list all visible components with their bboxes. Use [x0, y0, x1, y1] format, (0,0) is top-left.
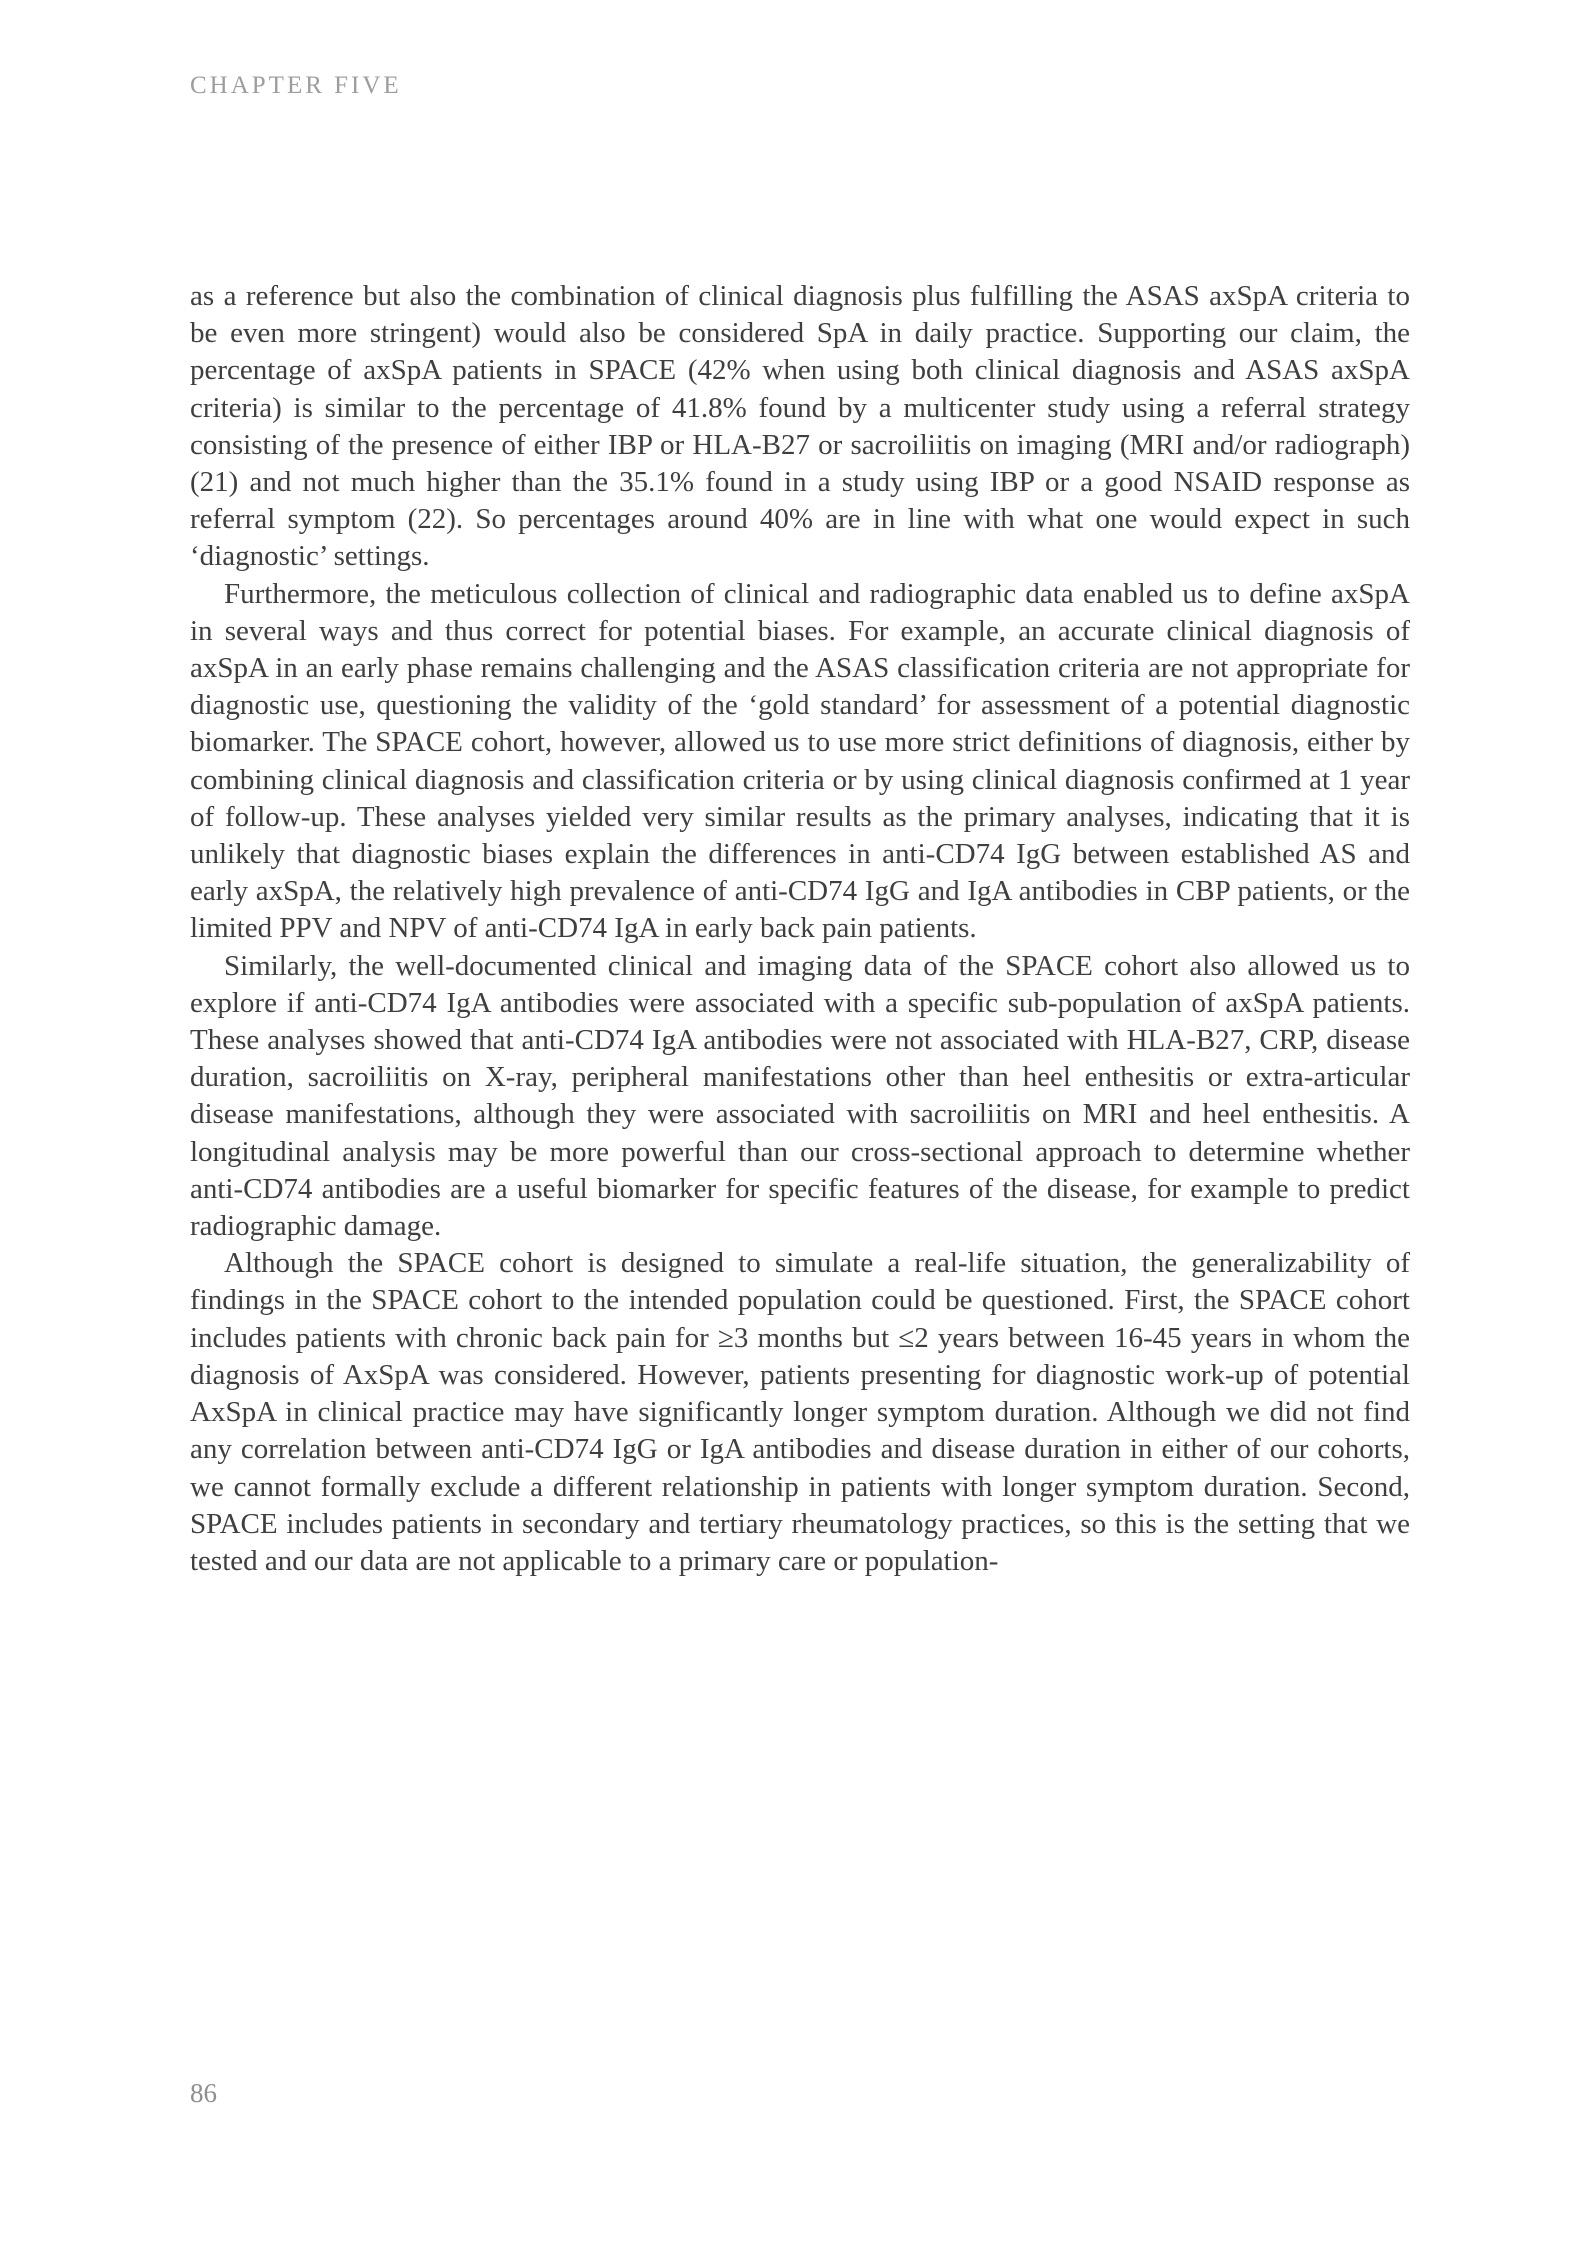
- paragraph: Although the SPACE cohort is designed to simulate a real-life situation, the generalizability of findings in the SPACE cohort to the intended population could be questioned. First, the SPACE cohort includes patients with chronic back pain for ≥3 months but ≤2 years between 16-45 years in whom the diagnosis of AxSpA was considered. However, patients presenting for diagnostic work-up of potential AxSpA in clinical practice may have significantly longer symptom duration. Although we did not find any correlation between anti-CD74 IgG or IgA antibodies and disease duration in either of our cohorts, we cannot formally exclude a different relationship in patients with longer symptom duration. Second, SPACE includes patients in secondary and tertiary rheumatology practices, so this is the setting that we tested and our data are not applicable to a primary care or population-: [190, 1247, 1410, 1577]
- body-text: [190, 278, 1410, 1580]
- paragraph: as a reference but also the combination of clinical diagnosis plus fulfilling the ASAS axSpA criteria to be even more stringent) would also be considered SpA in daily practice. Supporting our claim, the percentage of axSpA patients in SPACE (42% when using both clinical diagnosis and ASAS axSpA criteria) is similar to the percentage of 41.8% found by a multicenter study using a referral strategy consisting of the presence of either IBP or HLA-B27 or sacroiliitis on imaging (MRI and/or radiograph) (21) and not much higher than the 35.1% found in a study using IBP or a good NSAID response as referral symptom (22). So percentages around 40% are in line with what one would expect in such ‘diagnostic’ settings.: [190, 280, 1410, 573]
- page-number: 86: [190, 2078, 217, 2108]
- chapter-header: CHAPTER FIVE: [190, 72, 402, 99]
- paragraph: Furthermore, the meticulous collection of clinical and radiographic data enabled us to define axSpA in several ways and thus correct for potential biases. For example, an accurate clinical diagnosis of axSpA in an early phase remains challenging and the ASAS classification criteria are not appropriate for diagnostic use, questioning the validity of the ‘gold standard’ for assessment of a potential diagnostic biomarker. The SPACE cohort, however, allowed us to use more strict definitions of diagnosis, either by combining clinical diagnosis and classification criteria or by using clinical diagnosis confirmed at 1 year of follow-up. These analyses yielded very similar results as the primary analyses, indicating that it is unlikely that diagnostic biases explain the differences in anti-CD74 IgG between established AS and early axSpA, the relatively high prevalence of anti-CD74 IgG and IgA antibodies in CBP patients, or the limited PPV and NPV of anti-CD74 IgA in early back pain patients.: [190, 577, 1410, 945]
- paragraph: Similarly, the well-documented clinical and imaging data of the SPACE cohort also allowed us to explore if anti-CD74 IgA antibodies were associated with a specific sub-population of axSpA patients. These analyses showed that anti-CD74 IgA antibodies were not associated with HLA-B27, CRP, disease duration, sacroiliitis on X-ray, peripheral manifestations other than heel enthesitis or extra-articular disease manifestations, although they were associated with sacroiliitis on MRI and heel enthesitis. A longitudinal analysis may be more powerful than our cross-sectional approach to determine whether anti-CD74 antibodies are a useful biomarker for specific features of the disease, for example to predict radiographic damage.: [190, 949, 1410, 1243]
